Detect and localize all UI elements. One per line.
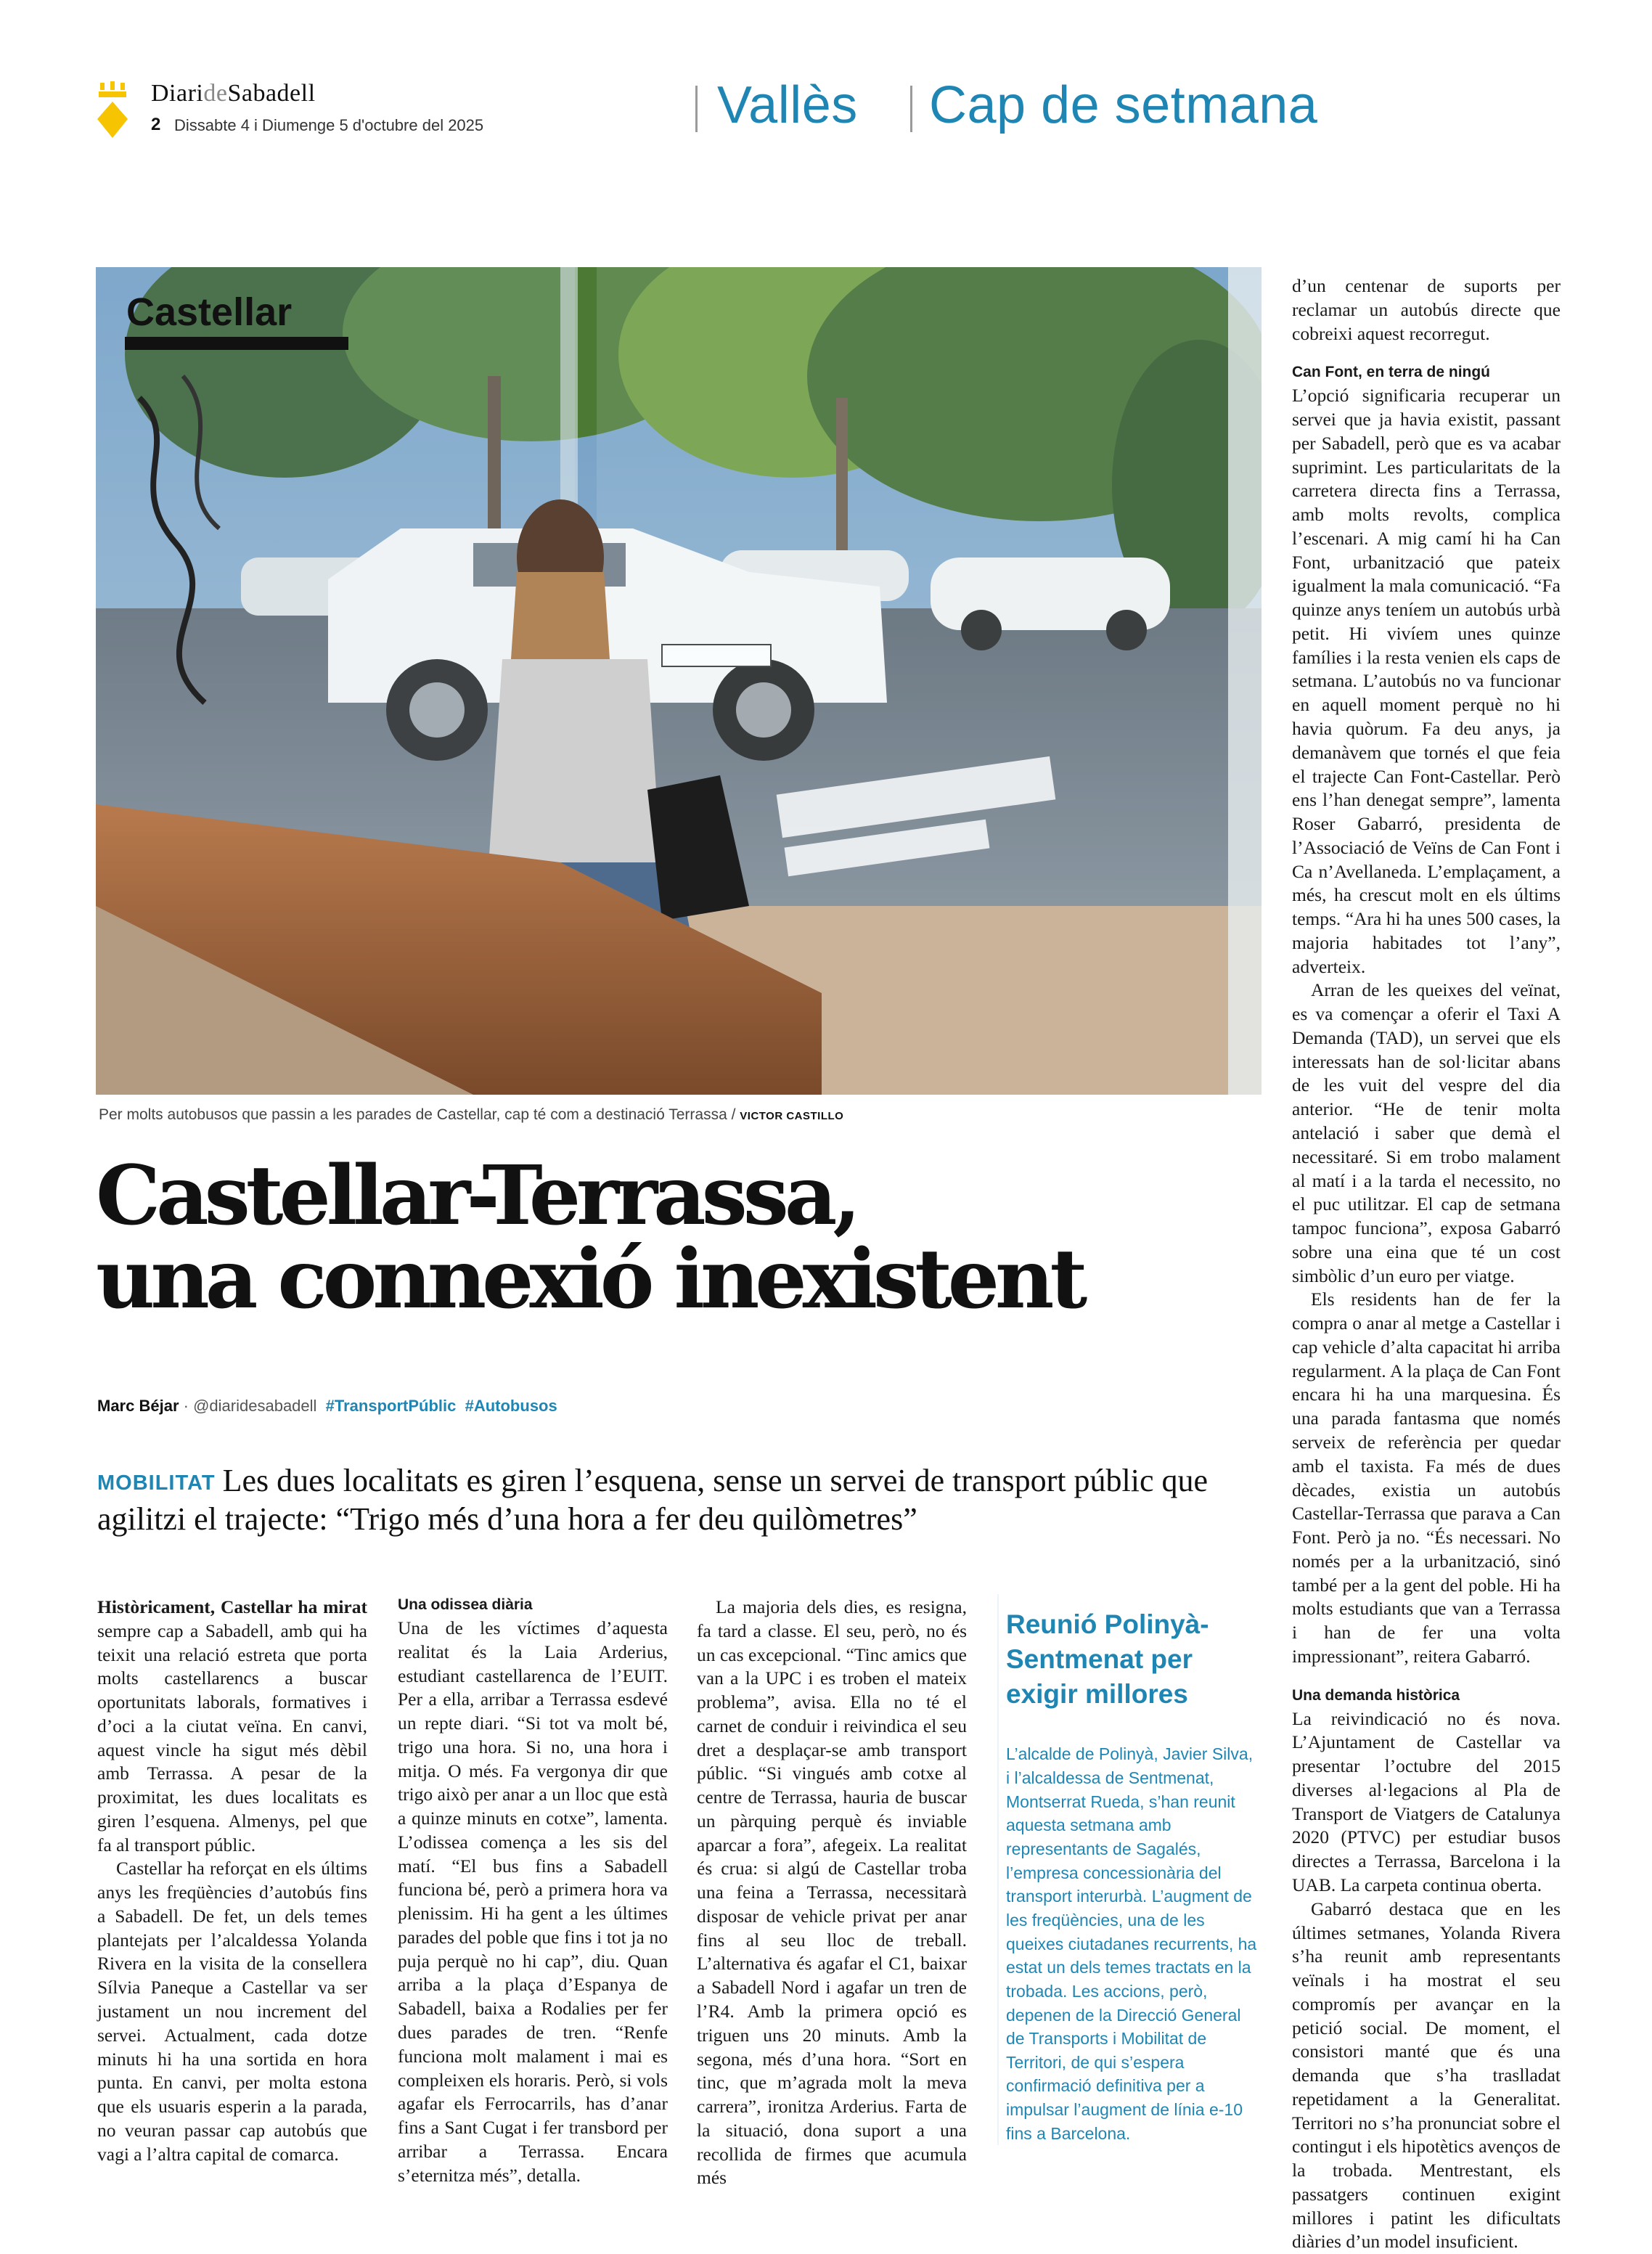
subsection-title[interactable]: Cap de setmana [929, 76, 1318, 134]
article-column-4 [1292, 274, 1561, 2254]
paragraph: Castellar ha reforçat en els últims anys les freqüències d’autobús fins a Sabadell. De fet, un dels temes plantejats per l’alcaldessa Yolanda Rivera en la visita de la consellera Sílvia Paneque a Castellar va ser justament un nou increment del servei. Actualment, cada dotze minuts hi ha una sortida en hora punta. En canvi, per molta estona que els usuaris esperin a la parada, no veuran passar cap autobús que vagi a l’altra capital de comarca. [97, 1858, 367, 2165]
section-kicker-label[interactable]: MOBILITAT [97, 1471, 216, 1495]
sidebar-box [997, 1594, 1260, 2145]
paragraph: Els residents han de fer la compra o anar al metge a Castellar i cap vehicle d’alta capacitat hi arriba regularment. A la plaça de Can Font encara hi ha una marquesina. És una parada fantasma que només serveix de referència per quedar amb el taxista. Fa més de dues dècades, existia un autobús Castellar-Terrassa que parava a Can Font. Però ja no. “És necessari. No només per a la urbanització, sinó també per a la gent del poble. Hi ha molts estudiants que van a Terrassa i han de fer una volta impressionant”, reitera Gabarró. [1292, 1289, 1561, 1667]
column-subheading: Una odissea diària [398, 1596, 533, 1613]
sidebar-text: L’alcalde de Polinyà, Javier Silva, i l’alcaldessa de Sentmenat, Montserrat Rueda, s’han reunit aquesta setmana amb representants de Sagalés, l’empresa concessionària del transport interurbà. L’augment de les freqüències, una de les queixes ciutadanes recurrents, ha estat un dels temes tractats en la trobada. Les accions, però, depenen de la Direcció General de Transports i Mobilitat de Territori, de qui s’espera confirmació definitiva per a impulsar l’augment de línia e-10 fins a Barcelona. [1006, 1744, 1257, 2143]
sidebar-title: Reunió Polinyà-Sentmenat per exigir millores [1006, 1609, 1209, 1710]
bus-stop-illustration [96, 267, 1262, 1095]
subsection-divider [910, 86, 912, 132]
lead-in: Històricament, Castellar ha mirat [97, 1596, 367, 1617]
paragraph: Una de les víctimes d’aquesta realitat és la Laia Arderius, estudiant castellarenca de l’EUIT. Per a ella, arribar a Terrassa esdevé un repte diari. “Si tot va molt bé, trigo una hora. Si no, una hora i mitja. O més. Fa vergonya dir que trigo això per anar a un lloc que està a quinze minuts en cotxe”, lamenta. L’odissea comença a les sis del matí. “El bus fins a Sabadell funciona bé, però a primera hora va plenissim. Hi ha gent a les últimes parades del poble que fins i tot ja no puja perquè no hi cap”, diu. Quan arriba a la plaça d’Espanya de Sabadell, baixa a Rodalies per fer dues parades de tren. “Renfe funciona molt malament i mai es compleixen els horaris. Però, si vols agafar els Ferrocarrils, has d’anar fins a Sant Cugat i fer transbord per arribar a Terrassa. Encara s’eternitza més”, detalla. [398, 1617, 668, 2186]
brand-name-part1: Diari [151, 80, 204, 107]
article-subhead [97, 1462, 1230, 1539]
author-handle[interactable]: @diaridesabadell [193, 1397, 317, 1415]
paragraph-text: sempre cap a Sabadell, amb qui ha teixit una relació estreta que porta molts castellarencs a buscar oportunitats laborals, formatives i d’oci a la ciutat veïna. En canvi, aquest vincle ha sigut més dèbil amb Terrassa. A pesar de la proximitat, les dues localitats es giren l’esquena. Almenys, pel que fa al transport públic. [97, 1620, 367, 1855]
issue-date: Dissabte 4 i Diumenge 5 d'octubre del 2025 [174, 116, 484, 134]
byline [97, 1397, 557, 1416]
article-headline [96, 1148, 1228, 1328]
paragraph: Arran de les queixes del veïnat, es va començar a oferir el Taxi A Demanda (TAD), un servei que els interessats han de sol·licitar abans de les vuit del vespre del dia anterior. “He de tenir molta antelació i saber que demà el necessitaré. Si em trobo malament al matí i a la tarda el necessito, no el puc utilitzar. El cap de setmana tampoc funciona”, exposa Gabarró sobre una eina que té un cost simbòlic d’un euro per viatge. [1292, 979, 1561, 1286]
column-subheading: Can Font, en terra de ningú [1292, 364, 1491, 381]
article-column-2 [398, 1596, 668, 2187]
newspaper-brand[interactable] [151, 80, 316, 107]
byline-dot: · [183, 1397, 194, 1415]
subhead-text: Les dues localitats es giren l’esquena, sense un servei de transport públic que agilitzi el trajecte: “Trigo més d’una hora a fer deu quilòmetres” [97, 1463, 1209, 1537]
paragraph: d’un centenar de suports per reclamar un autobús directe que cobreixi aquest recorregut. [1292, 275, 1561, 344]
brand-name-part3: Sabadell [227, 80, 316, 107]
section-title[interactable]: Vallès [717, 76, 858, 134]
photo-credit: VICTOR CASTILLO [740, 1110, 844, 1122]
photo-caption [99, 1106, 843, 1124]
paragraph [97, 1596, 367, 1857]
article-column-3 [697, 1596, 967, 2190]
headline-line-2: una connexió inexistent [96, 1232, 1084, 1328]
section-divider [695, 86, 698, 132]
column-subheading: Una demanda històrica [1292, 1686, 1460, 1704]
hashtag-buses[interactable]: #Autobusos [465, 1397, 557, 1415]
brand-name-part2: de [203, 80, 228, 107]
paragraph: La reivindicació no és nova. L’Ajuntament de Castellar va presentar l’octubre del 2015 diverses al·legacions al Pla de Transport de Viatgers de Catalunya 2020 (PTVC) per estudiar busos directes a Terrassa, Barcelona i la UAB. La carpeta continua oberta. [1292, 1707, 1561, 1895]
town-label-text: Castellar [126, 290, 293, 334]
paragraph: La majoria dels dies, es resigna, fa tard a classe. El seu, però, no és un cas excepcional. “Tinc amics que van a la UPC i es troben el mateix problema”, avisa. Ella no té el carnet de conduir i reivindica el seu dret a desplaçar-se amb transport públic. “Si vingués amb cotxe al centre de Terrassa, hauria de buscar un pàrquing perquè és inviable aparcar a fora”, afegeix. La realitat és crua: si algú de Castellar troba una feina a Terrassa, necessitarà disposar de vehicle privat per anar fins al seu lloc de treball. L’alternativa és agafar el C1, baixar a Sabadell Nord i agafar un tren de l’R4. Amb la primera opció es triguen uns 20 minuts. Amb la segona, més d’una hora. “Sort en tinc, que m’agrada molt la meva carrera”, ironitza Arderius. Farta de la situació, dona suport a una recollida de firmes que acumula més [697, 1596, 967, 2189]
paragraph: Gabarró destaca que en les últimes setmanes, Yolanda Rivera s’ha reunit amb representants veïnals i ha mostrat el seu compromís per avançar en la petició social. De moment, el consistori manté que és una demanda que s’ha traslladat repetidament a la Generalitat. Territori no s’ha pronunciat sobre el contingut i els hipotètics avenços de la trobada. Mentrestant, els passatgers continuen exigint millores i patint les dificultats diàries d’un model insuficient. [1292, 1898, 1561, 2253]
hashtag-transport[interactable]: #TransportPúblic [325, 1397, 457, 1415]
newspaper-logo-icon [96, 81, 129, 139]
headline-line-1: Castellar-Terrassa, [96, 1148, 857, 1244]
page-number: 2 [151, 115, 161, 134]
article-photo [96, 267, 1262, 1095]
author-name[interactable]: Marc Béjar [97, 1397, 179, 1415]
credit-separator: / [727, 1106, 740, 1123]
paragraph: L’opció significaria recuperar un servei que ja havia existit, passant per Sabadell, però que es va acabar suprimint. Les particularitats de la carretera directa fins a Terrassa, amb molts revolts, complica l’escenari. A mig camí hi ha Can Font, urbanització que pateix igualment la mala comunicació. “Fa quinze anys teníem un autobús urbà petit. Hi vivíem unes quinze famílies i la resta venien els caps de setmana. L’autobús no va funcionar en aquell moment perquè no hi havia quòrum. Fa deu anys, ja demanàvem que tornés el que feia el trajecte Can Font-Castellar. Però ens l’han denegat sempre”, lamenta Roser Gabarró, presidenta de l’Associació de Veïns de Can Font i Ca n’Avellaneda. L’emplaçament, a més, ha crescut molt en els últims temps. “Ara hi ha unes 500 cases, la majoria habitades tot l’any”, adverteix. [1292, 385, 1561, 977]
caption-text: Per molts autobusos que passin a les parades de Castellar, cap té com a destinació Terrassa [99, 1106, 727, 1123]
article-column-1 [97, 1596, 367, 2166]
